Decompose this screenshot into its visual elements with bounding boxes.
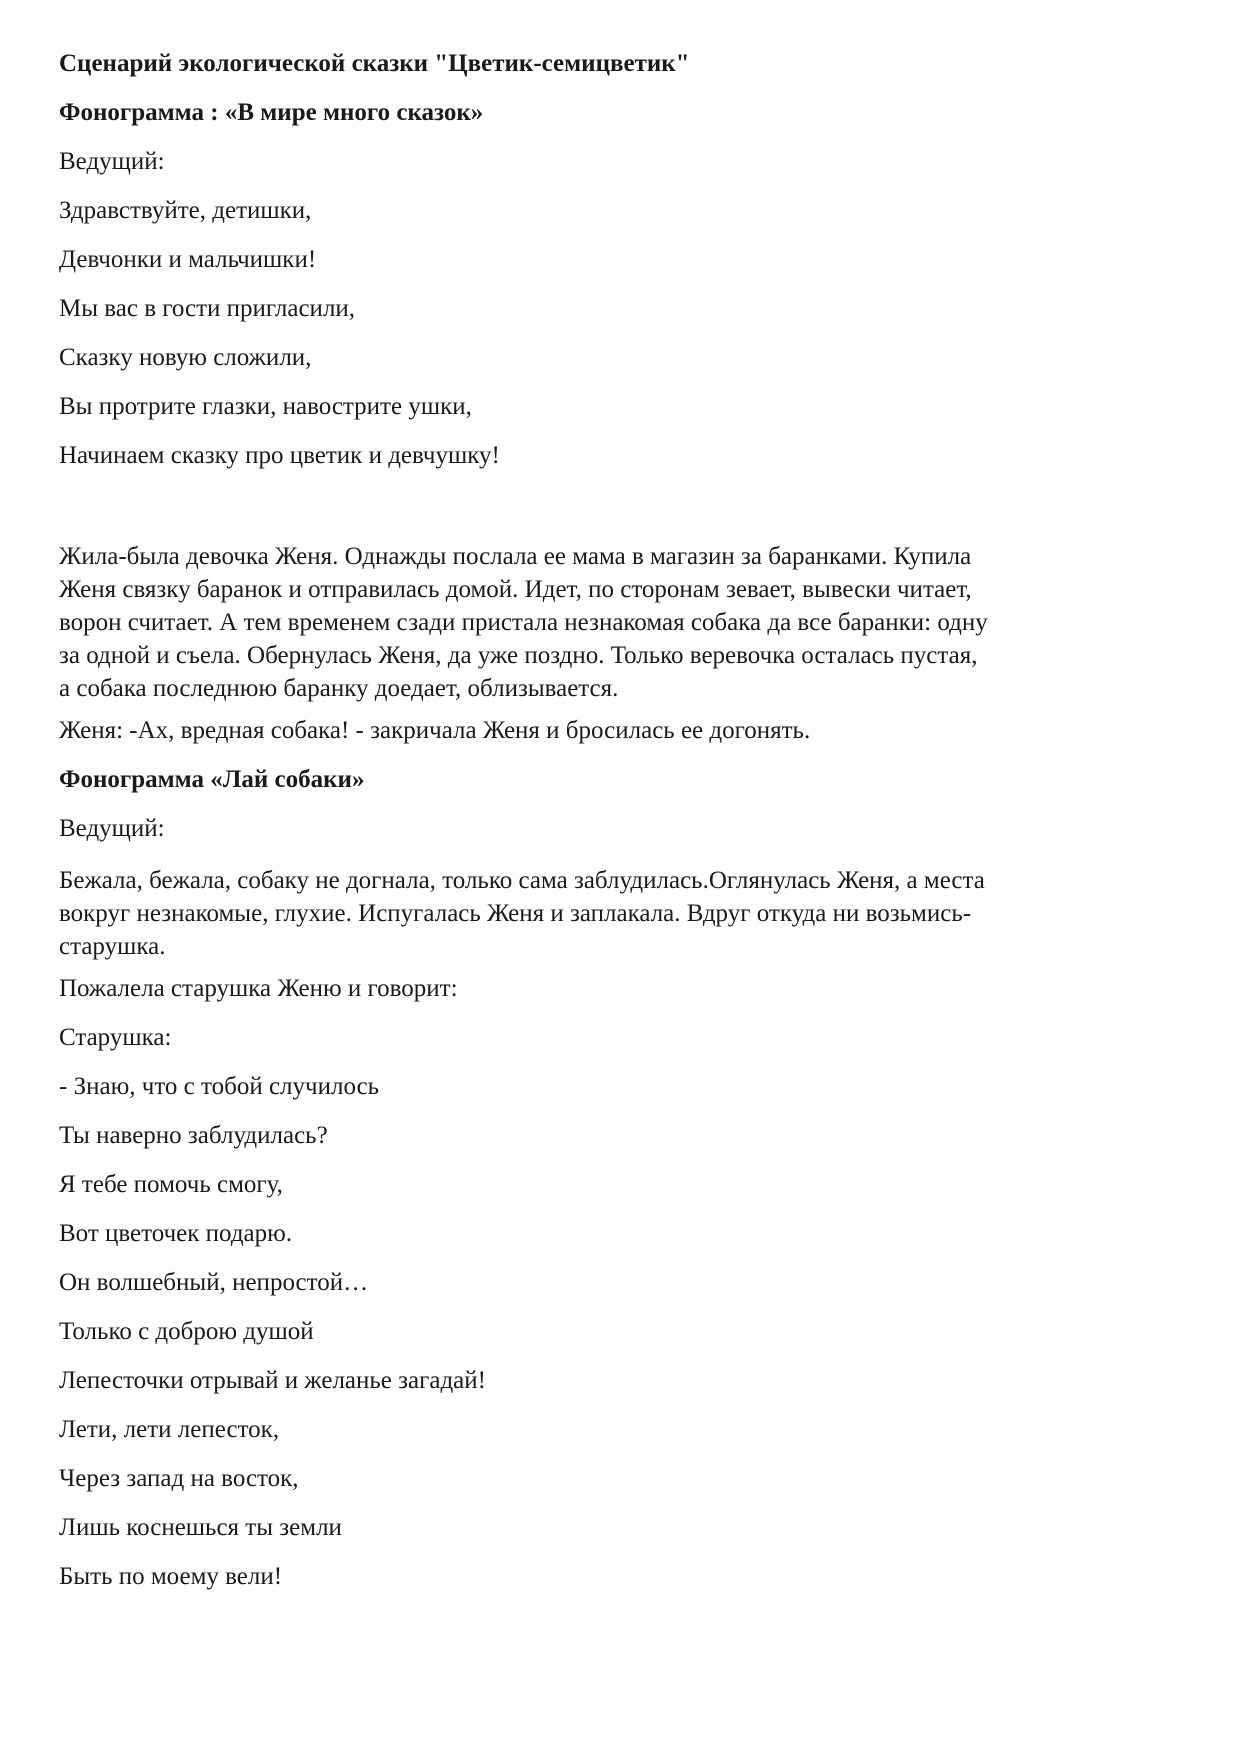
narrator-label: Ведущий: [59,148,165,175]
verse-line: Сказку новую сложили, [59,344,312,371]
verse-line: Здравствуйте, детишки, [59,197,312,224]
story-paragraph [59,540,1169,705]
verse-line: Начинаем сказку про цветик и девчушку! [59,442,500,469]
document-title: Сценарий экологической сказки "Цветик-семицветик" [59,50,690,77]
zhenya-line: Женя: -Ах, вредная собака! - закричала Женя и бросилась ее догонять. [59,717,811,744]
verse-line: - Знаю, что с тобой случилось [59,1073,380,1100]
phonogram-heading: Фонограмма : «В мире много сказок» [59,99,484,126]
verse-line: Вот цветочек подарю. [59,1220,293,1247]
verse-line: Мы вас в гости пригласили, [59,295,356,322]
old-woman-label: Старушка: [59,1024,172,1051]
paragraph-line: Бежала, бежала, собаку не догнала, только сама заблудилась.Оглянулась Женя, а места [59,867,985,894]
paragraph-line: Жила-была девочка Женя. Однажды послала ее мама в магазин за баранками. Купила [59,543,972,570]
blank-line [59,491,1169,540]
document-body [59,50,1169,1612]
paragraph-line: а собака последнюю баранку доедает, облизывается. [59,675,619,702]
verse-line: Лепесточки отрывай и желанье загадай! [59,1367,486,1394]
verse-line: Быть по моему вели! [59,1563,283,1590]
paragraph-line: за одной и съела. Обернулась Женя, да уже поздно. Только веревочка осталась пустая, [59,642,978,669]
story-paragraph [59,864,1169,963]
narrator-label: Ведущий: [59,815,165,842]
story-line: Пожалела старушка Женю и говорит: [59,975,458,1002]
verse-line: Ты наверно заблудилась? [59,1122,328,1149]
paragraph-line: вокруг незнакомые, глухие. Испугалась Женя и заплакала. Вдруг откуда ни возьмись- [59,900,972,927]
verse-line: Только с доброю душой [59,1318,314,1345]
verse-line: Лети, лети лепесток, [59,1416,280,1443]
verse-line: Через запад на восток, [59,1465,299,1492]
paragraph-line: Женя связку баранок и отправилась домой. Идет, по сторонам зевает, вывески читает, [59,576,972,603]
phonogram-heading: Фонограмма «Лай собаки» [59,766,365,793]
verse-line: Лишь коснешься ты земли [59,1514,342,1541]
verse-line: Я тебе помочь смогу, [59,1171,283,1198]
verse-line: Он волшебный, непростой… [59,1269,369,1296]
paragraph-line: ворон считает. А тем временем сзади пристала незнакомая собака да все баранки: одну [59,609,988,636]
paragraph-line: старушка. [59,933,166,960]
verse-line: Девчонки и мальчишки! [59,246,317,273]
verse-line: Вы протрите глазки, навострите ушки, [59,393,472,420]
